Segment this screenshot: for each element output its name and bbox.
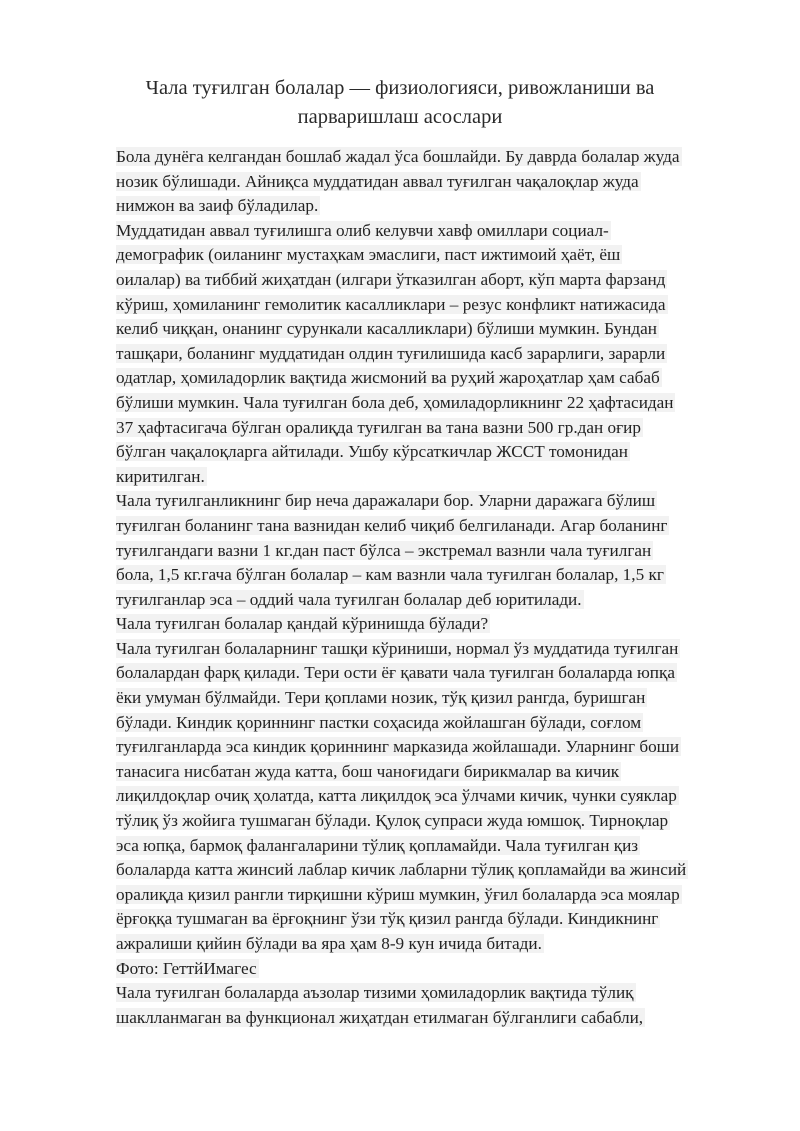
text-line: [116, 686, 744, 711]
text-line: [116, 1006, 744, 1031]
text-line-content: лиқилдоқлар очиқ ҳолатда, катта лиқилдоқ эса ўлчами кичик, чунки суяклар: [116, 786, 677, 806]
text-line: [116, 858, 744, 883]
text-line-content: оралиқда қизил рангли тирқишни кўриш мумкин, ўғил болаларда эса моялар: [116, 884, 680, 904]
text-line: [116, 907, 744, 932]
text-line: [116, 317, 744, 342]
text-line: [116, 366, 744, 391]
text-line: [116, 760, 744, 785]
document-body: [116, 145, 744, 1030]
text-line-content: тўлиқ ўз жойига тушмаган бўлади. Қулоқ супраси жуда юмшоқ. Тирноқлар: [116, 811, 669, 831]
text-line-content: бола, 1,5 кг.гача бўлган болалар – кам вазнли чала туғилган болалар, 1,5 кг: [116, 565, 664, 585]
text-line-content: ташқари, боланинг муддатидан олдин туғилишида касб зарарлиги, зарарли: [116, 343, 666, 363]
text-line: [116, 293, 744, 318]
text-line-content: ажралиши қийин бўлади ва яра ҳам 8-9 кун ичида битади.: [116, 934, 542, 953]
text-line: [116, 834, 744, 859]
text-line: [116, 342, 744, 367]
text-line-content: 37 ҳафтасигача бўлган оралиқда туғилган ва тана вазни 500 гр.дан оғир: [116, 417, 641, 437]
text-line: [116, 170, 744, 195]
text-line: [116, 883, 744, 908]
text-line-content: Бола дунёга келгандан бошлаб жадал ўса бошлайди. Бу даврда болалар жуда: [116, 147, 680, 166]
title-line: парваришлаш асослари: [297, 106, 503, 128]
text-line-content: ёрғоққа тушмаган ва ёрғоқнинг ўзи тўқ қизил рангда бўлади. Киндикнинг: [116, 909, 659, 929]
text-line-content: туғилган боланинг тана вазнидан келиб чиқиб белгиланади. Агар боланинг: [116, 515, 668, 535]
text-line: [116, 194, 744, 219]
text-line: [116, 391, 744, 416]
text-line: [116, 563, 744, 588]
text-line-content: бўлади. Киндик қориннинг пастки соҳасида жойлашган бўлади, соғлом: [116, 712, 642, 732]
text-line-content: Чала туғилган болаларда аъзолар тизими ҳомиладорлик вақтида тўлиқ: [116, 983, 634, 1003]
text-line-content: туғилганлар эса – оддий чала туғилган болалар деб юритилади.: [116, 589, 582, 609]
text-line-content: бўлиши мумкин. Чала туғилган бола деб, ҳомиладорликнинг 22 ҳафтасидан: [116, 392, 674, 412]
text-line: [116, 711, 744, 736]
text-line-content: ёки умуман бўлмайди. Тери қоплами нозик, тўқ қизил рангда, буришган: [116, 688, 646, 708]
text-line: [116, 489, 744, 514]
text-line: [116, 588, 744, 613]
text-line: [116, 416, 744, 441]
text-line: [116, 637, 744, 662]
text-line-content: Фото: ГеттйИмагес: [116, 958, 257, 978]
text-line-content: Чала туғилган болаларнинг ташқи кўриниши, нормал ўз муддатида туғилган: [116, 638, 679, 658]
text-line: [116, 784, 744, 809]
text-line-content: болаларда катта жинсий лаблар кичик лабларни тўлиқ қопламайди ва жинсий: [116, 860, 687, 880]
text-line: [116, 440, 744, 465]
text-line-content: нозик бўлишади. Айниқса муддатидан аввал туғилган чақалоқлар жуда: [116, 171, 639, 191]
title-line: Чала туғилган болалар — физиологияси, ривожланиши ва: [145, 77, 655, 99]
section-heading: [116, 612, 744, 637]
text-line: [116, 539, 744, 564]
text-line: [116, 268, 744, 293]
text-line-content: шаклланмаган ва функционал жиҳатдан етилмаган бўлганлиги сабабли,: [116, 1007, 644, 1027]
text-line-content: киритилган.: [116, 466, 205, 486]
text-line-content: бўлган чақалоқларга айтилади. Ушбу кўрсаткичлар ЖССТ томонидан: [116, 442, 628, 462]
text-line-content: келиб чиққан, онанинг сурункали касалликлари) бўлиши мумкин. Бундан: [116, 319, 657, 339]
text-line: [116, 981, 744, 1006]
document-title: [100, 74, 700, 132]
text-line-content: демографик (оиланинг мустаҳкам эмаслиги, паст ижтимоий ҳаёт, ёш: [116, 245, 621, 265]
text-line-content: Муддатидан аввал туғилишга олиб келувчи хавф омиллари социал-: [116, 220, 609, 240]
text-line: [116, 932, 744, 957]
text-line-content: нимжон ва заиф бўладилар.: [116, 196, 319, 216]
text-line-content: кўриш, ҳомиланинг гемолитик касалликлари – резус конфликт натижасида: [116, 294, 666, 314]
text-line-content: танасига нисбатан жуда катта, бош чаноғидаги бирикмалар ва кичик: [116, 761, 620, 781]
text-line: [116, 465, 744, 490]
text-line-content: Чала туғилганликнинг бир неча даражалари бор. Уларни даражага бўлиш: [116, 491, 656, 511]
text-line: [116, 735, 744, 760]
text-line-content: эса юпқа, бармоқ фалангаларини тўлиқ қопламайди. Чала туғилган қиз: [116, 835, 639, 855]
text-line: [116, 514, 744, 539]
text-line-content: туғилгандаги вазни 1 кг.дан паст бўлса – экстремал вазнли чала туғилган: [116, 540, 652, 560]
text-line-content: Чала туғилган болалар қандай кўринишда бўлади?: [116, 614, 489, 634]
text-line: [116, 661, 744, 686]
text-line: [116, 145, 744, 170]
text-line-content: туғилганларда эса киндик қориннинг марказида жойлашади. Уларнинг боши: [116, 737, 680, 757]
text-line: [116, 219, 744, 244]
text-line-content: одатлар, ҳомиладорлик вақтида жисмоний ва руҳий жароҳатлар ҳам сабаб: [116, 368, 660, 388]
text-line-content: болалардан фарқ қилади. Тери ости ёғ қавати чала туғилган болаларда юпқа: [116, 663, 675, 683]
photo-credit: [116, 957, 744, 982]
text-line: [116, 809, 744, 834]
text-line: [116, 243, 744, 268]
text-line-content: оилалар) ва тиббий жиҳатдан (илгари ўтказилган аборт, кўп марта фарзанд: [116, 269, 666, 289]
